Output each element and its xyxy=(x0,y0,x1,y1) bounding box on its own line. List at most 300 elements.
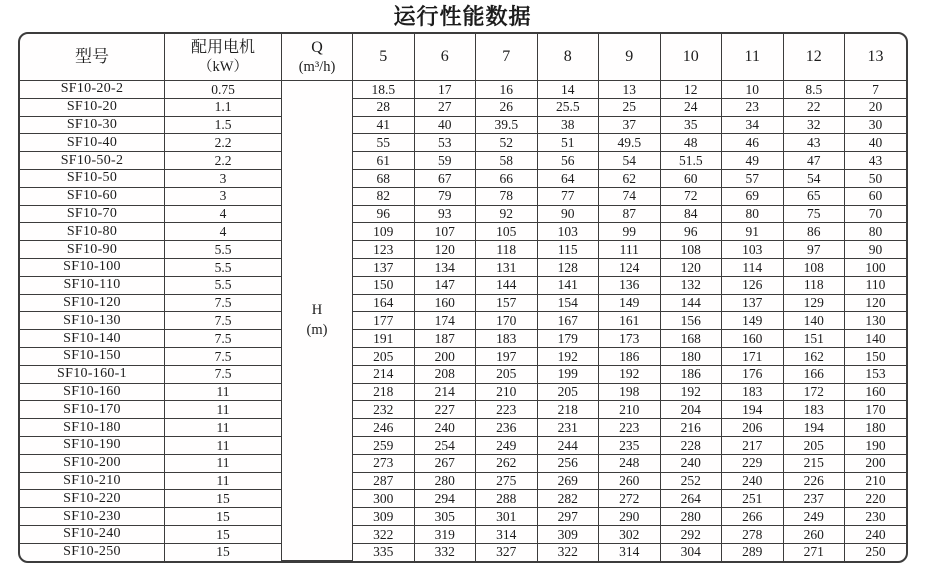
head-value-cell: 91 xyxy=(722,223,784,241)
head-value-cell: 302 xyxy=(599,525,661,543)
head-value-cell: 53 xyxy=(414,134,476,152)
motor-column-header xyxy=(165,34,282,81)
table-row xyxy=(20,347,906,365)
head-value-cell: 229 xyxy=(722,454,784,472)
head-value-cell: 40 xyxy=(845,134,907,152)
head-value-cell: 272 xyxy=(599,490,661,508)
head-value-cell: 335 xyxy=(353,543,415,560)
model-cell: SF10-110 xyxy=(20,276,165,294)
head-value-cell: 264 xyxy=(660,490,722,508)
head-value-cell: 162 xyxy=(783,347,845,365)
head-value-cell: 60 xyxy=(660,169,722,187)
model-cell: SF10-160 xyxy=(20,383,165,401)
head-value-cell: 27 xyxy=(414,98,476,116)
head-value-cell: 183 xyxy=(783,401,845,419)
head-value-cell: 237 xyxy=(783,490,845,508)
model-cell: SF10-250 xyxy=(20,543,165,560)
head-value-cell: 300 xyxy=(353,490,415,508)
head-value-cell: 132 xyxy=(660,276,722,294)
head-value-cell: 59 xyxy=(414,152,476,170)
head-value-cell: 227 xyxy=(414,401,476,419)
table-row xyxy=(20,401,906,419)
table-row xyxy=(20,472,906,490)
motor-kw-cell: 11 xyxy=(165,436,282,454)
head-value-cell: 96 xyxy=(660,223,722,241)
head-value-cell: 170 xyxy=(476,312,538,330)
head-value-cell: 194 xyxy=(783,419,845,437)
table-row xyxy=(20,490,906,508)
head-value-cell: 210 xyxy=(476,383,538,401)
head-value-cell: 62 xyxy=(599,169,661,187)
head-value-cell: 103 xyxy=(722,241,784,259)
head-value-cell: 75 xyxy=(783,205,845,223)
head-value-cell: 192 xyxy=(537,347,599,365)
head-value-cell: 65 xyxy=(783,187,845,205)
head-value-cell: 90 xyxy=(845,241,907,259)
head-value-cell: 99 xyxy=(599,223,661,241)
head-value-cell: 52 xyxy=(476,134,538,152)
flow-value-header: 12 xyxy=(783,34,845,81)
head-value-cell: 129 xyxy=(783,294,845,312)
model-cell: SF10-130 xyxy=(20,312,165,330)
head-value-cell: 74 xyxy=(599,187,661,205)
flow-value-header: 13 xyxy=(845,34,907,81)
head-value-cell: 191 xyxy=(353,330,415,348)
table-row xyxy=(20,508,906,526)
head-value-cell: 47 xyxy=(783,152,845,170)
model-cell: SF10-160-1 xyxy=(20,365,165,383)
head-value-cell: 218 xyxy=(537,401,599,419)
motor-kw-cell: 15 xyxy=(165,543,282,560)
head-value-cell: 240 xyxy=(845,525,907,543)
model-cell: SF10-20-2 xyxy=(20,81,165,99)
head-value-cell: 287 xyxy=(353,472,415,490)
head-value-cell: 43 xyxy=(845,152,907,170)
motor-kw-cell: 11 xyxy=(165,383,282,401)
model-cell: SF10-200 xyxy=(20,454,165,472)
head-value-cell: 200 xyxy=(845,454,907,472)
head-value-cell: 273 xyxy=(353,454,415,472)
motor-kw-cell: 11 xyxy=(165,472,282,490)
flow-column-header xyxy=(282,34,353,81)
head-value-cell: 150 xyxy=(353,276,415,294)
head-value-cell: 144 xyxy=(660,294,722,312)
head-value-cell: 180 xyxy=(845,419,907,437)
head-value-cell: 49 xyxy=(722,152,784,170)
head-value-cell: 223 xyxy=(476,401,538,419)
head-value-cell: 180 xyxy=(660,347,722,365)
flow-header-unit: (m³/h) xyxy=(298,58,336,75)
head-value-cell: 120 xyxy=(845,294,907,312)
table-row xyxy=(20,276,906,294)
head-value-cell: 240 xyxy=(722,472,784,490)
head-value-cell: 236 xyxy=(476,419,538,437)
table-row xyxy=(20,134,906,152)
head-value-cell: 171 xyxy=(722,347,784,365)
motor-kw-cell: 15 xyxy=(165,508,282,526)
flow-value-header: 9 xyxy=(599,34,661,81)
head-value-cell: 249 xyxy=(476,436,538,454)
head-value-cell: 294 xyxy=(414,490,476,508)
head-value-cell: 120 xyxy=(414,241,476,259)
head-value-cell: 304 xyxy=(660,543,722,560)
head-value-cell: 249 xyxy=(783,508,845,526)
motor-kw-cell: 11 xyxy=(165,454,282,472)
head-value-cell: 244 xyxy=(537,436,599,454)
head-value-cell: 174 xyxy=(414,312,476,330)
head-value-cell: 60 xyxy=(845,187,907,205)
head-value-cell: 205 xyxy=(783,436,845,454)
head-value-cell: 77 xyxy=(537,187,599,205)
head-value-cell: 17 xyxy=(414,81,476,99)
head-value-cell: 57 xyxy=(722,169,784,187)
head-value-cell: 54 xyxy=(599,152,661,170)
head-value-cell: 240 xyxy=(414,419,476,437)
head-value-cell: 216 xyxy=(660,419,722,437)
head-value-cell: 141 xyxy=(537,276,599,294)
head-value-cell: 288 xyxy=(476,490,538,508)
motor-kw-cell: 11 xyxy=(165,401,282,419)
head-value-cell: 240 xyxy=(660,454,722,472)
model-cell: SF10-180 xyxy=(20,419,165,437)
head-value-cell: 332 xyxy=(414,543,476,560)
model-column-header xyxy=(20,34,165,81)
head-value-cell: 297 xyxy=(537,508,599,526)
head-value-cell: 34 xyxy=(722,116,784,134)
head-value-cell: 230 xyxy=(845,508,907,526)
head-value-cell: 210 xyxy=(845,472,907,490)
head-value-cell: 118 xyxy=(476,241,538,259)
head-value-cell: 260 xyxy=(599,472,661,490)
head-value-cell: 231 xyxy=(537,419,599,437)
head-value-cell: 41 xyxy=(353,116,415,134)
head-value-cell: 22 xyxy=(783,98,845,116)
head-value-cell: 61 xyxy=(353,152,415,170)
head-value-cell: 206 xyxy=(722,419,784,437)
head-value-cell: 150 xyxy=(845,347,907,365)
head-value-cell: 72 xyxy=(660,187,722,205)
table-row xyxy=(20,419,906,437)
head-value-cell: 84 xyxy=(660,205,722,223)
model-cell: SF10-40 xyxy=(20,134,165,152)
head-value-cell: 128 xyxy=(537,258,599,276)
table-row xyxy=(20,205,906,223)
head-value-cell: 157 xyxy=(476,294,538,312)
head-value-cell: 226 xyxy=(783,472,845,490)
head-value-cell: 144 xyxy=(476,276,538,294)
motor-kw-cell: 0.75 xyxy=(165,81,282,99)
head-value-cell: 301 xyxy=(476,508,538,526)
table-row xyxy=(20,312,906,330)
head-value-cell: 278 xyxy=(722,525,784,543)
head-value-cell: 50 xyxy=(845,169,907,187)
head-value-cell: 69 xyxy=(722,187,784,205)
head-value-cell: 161 xyxy=(599,312,661,330)
head-value-cell: 16 xyxy=(476,81,538,99)
head-value-cell: 215 xyxy=(783,454,845,472)
model-cell: SF10-70 xyxy=(20,205,165,223)
motor-kw-cell: 5.5 xyxy=(165,241,282,259)
table-row xyxy=(20,116,906,134)
motor-kw-cell: 15 xyxy=(165,525,282,543)
head-value-cell: 10 xyxy=(722,81,784,99)
head-value-cell: 186 xyxy=(660,365,722,383)
head-value-cell: 322 xyxy=(353,525,415,543)
head-value-cell: 115 xyxy=(537,241,599,259)
head-value-cell: 39.5 xyxy=(476,116,538,134)
head-value-cell: 48 xyxy=(660,134,722,152)
head-value-cell: 208 xyxy=(414,365,476,383)
head-value-cell: 40 xyxy=(414,116,476,134)
head-value-cell: 319 xyxy=(414,525,476,543)
head-value-cell: 187 xyxy=(414,330,476,348)
header-row xyxy=(20,34,906,81)
head-value-cell: 37 xyxy=(599,116,661,134)
table-row xyxy=(20,241,906,259)
head-value-cell: 309 xyxy=(353,508,415,526)
table-row xyxy=(20,223,906,241)
head-value-cell: 105 xyxy=(476,223,538,241)
head-value-cell: 305 xyxy=(414,508,476,526)
table-row xyxy=(20,294,906,312)
head-value-cell: 124 xyxy=(599,258,661,276)
table-row xyxy=(20,98,906,116)
head-value-cell: 8.5 xyxy=(783,81,845,99)
page-title: 运行性能数据 xyxy=(393,4,532,29)
head-value-cell: 51.5 xyxy=(660,152,722,170)
head-value-cell: 149 xyxy=(599,294,661,312)
head-value-cell: 214 xyxy=(353,365,415,383)
head-value-cell: 46 xyxy=(722,134,784,152)
head-value-cell: 126 xyxy=(722,276,784,294)
motor-header-unit: （kW） xyxy=(198,58,248,75)
head-value-cell: 68 xyxy=(353,169,415,187)
head-value-cell: 166 xyxy=(783,365,845,383)
table-row xyxy=(20,169,906,187)
head-value-cell: 66 xyxy=(476,169,538,187)
head-value-cell: 87 xyxy=(599,205,661,223)
head-value-cell: 259 xyxy=(353,436,415,454)
head-value-cell: 194 xyxy=(722,401,784,419)
model-cell: SF10-50 xyxy=(20,169,165,187)
head-value-cell: 137 xyxy=(722,294,784,312)
head-value-cell: 292 xyxy=(660,525,722,543)
head-value-cell: 275 xyxy=(476,472,538,490)
motor-kw-cell: 4 xyxy=(165,223,282,241)
head-value-cell: 111 xyxy=(599,241,661,259)
head-value-cell: 223 xyxy=(599,419,661,437)
flow-value-header: 8 xyxy=(537,34,599,81)
performance-table xyxy=(20,34,906,561)
head-value-cell: 120 xyxy=(660,258,722,276)
head-value-cell: 179 xyxy=(537,330,599,348)
table-row xyxy=(20,152,906,170)
motor-kw-cell: 4 xyxy=(165,205,282,223)
motor-header-label: 配用电机 xyxy=(190,38,255,56)
model-cell: SF10-90 xyxy=(20,241,165,259)
motor-kw-cell: 3 xyxy=(165,187,282,205)
head-value-cell: 107 xyxy=(414,223,476,241)
head-value-cell: 14 xyxy=(537,81,599,99)
head-value-cell: 110 xyxy=(845,276,907,294)
head-value-cell: 153 xyxy=(845,365,907,383)
head-value-cell: 25.5 xyxy=(537,98,599,116)
head-value-cell: 164 xyxy=(353,294,415,312)
flow-value-header: 10 xyxy=(660,34,722,81)
head-value-cell: 327 xyxy=(476,543,538,560)
head-value-cell: 309 xyxy=(537,525,599,543)
head-value-cell: 197 xyxy=(476,347,538,365)
head-value-cell: 80 xyxy=(845,223,907,241)
head-value-cell: 250 xyxy=(845,543,907,560)
motor-kw-cell: 7.5 xyxy=(165,347,282,365)
head-value-cell: 49.5 xyxy=(599,134,661,152)
head-value-cell: 183 xyxy=(476,330,538,348)
head-value-cell: 200 xyxy=(414,347,476,365)
motor-kw-cell: 7.5 xyxy=(165,312,282,330)
model-cell: SF10-150 xyxy=(20,347,165,365)
model-cell: SF10-210 xyxy=(20,472,165,490)
head-unit-line: (m) xyxy=(306,321,328,338)
model-cell: SF10-100 xyxy=(20,258,165,276)
model-cell: SF10-190 xyxy=(20,436,165,454)
flow-value-header: 6 xyxy=(414,34,476,81)
head-value-cell: 18.5 xyxy=(353,81,415,99)
model-cell: SF10-240 xyxy=(20,525,165,543)
table-row xyxy=(20,436,906,454)
head-value-cell: 205 xyxy=(476,365,538,383)
head-value-cell: 190 xyxy=(845,436,907,454)
head-value-cell: 205 xyxy=(537,383,599,401)
head-value-cell: 103 xyxy=(537,223,599,241)
head-value-cell: 271 xyxy=(783,543,845,560)
head-value-cell: 137 xyxy=(353,258,415,276)
head-value-cell: 114 xyxy=(722,258,784,276)
head-value-cell: 30 xyxy=(845,116,907,134)
head-value-cell: 97 xyxy=(783,241,845,259)
model-cell: SF10-140 xyxy=(20,330,165,348)
head-value-cell: 235 xyxy=(599,436,661,454)
motor-kw-cell: 15 xyxy=(165,490,282,508)
table-row xyxy=(20,330,906,348)
head-value-cell: 246 xyxy=(353,419,415,437)
head-value-cell: 78 xyxy=(476,187,538,205)
head-value-cell: 131 xyxy=(476,258,538,276)
model-cell: SF10-230 xyxy=(20,508,165,526)
head-value-cell: 160 xyxy=(845,383,907,401)
head-value-cell: 280 xyxy=(660,508,722,526)
table-row xyxy=(20,365,906,383)
head-value-cell: 198 xyxy=(599,383,661,401)
motor-kw-cell: 7.5 xyxy=(165,294,282,312)
head-value-cell: 56 xyxy=(537,152,599,170)
motor-kw-cell: 2.2 xyxy=(165,152,282,170)
head-value-cell: 282 xyxy=(537,490,599,508)
head-value-cell: 168 xyxy=(660,330,722,348)
head-value-cell: 205 xyxy=(353,347,415,365)
head-value-cell: 20 xyxy=(845,98,907,116)
model-cell: SF10-30 xyxy=(20,116,165,134)
head-value-cell: 79 xyxy=(414,187,476,205)
head-value-cell: 256 xyxy=(537,454,599,472)
head-value-cell: 123 xyxy=(353,241,415,259)
head-unit-cell xyxy=(282,81,353,561)
head-value-cell: 35 xyxy=(660,116,722,134)
head-value-cell: 100 xyxy=(845,258,907,276)
motor-kw-cell: 2.2 xyxy=(165,134,282,152)
head-value-cell: 24 xyxy=(660,98,722,116)
head-value-cell: 54 xyxy=(783,169,845,187)
head-value-cell: 280 xyxy=(414,472,476,490)
head-value-cell: 167 xyxy=(537,312,599,330)
head-value-cell: 147 xyxy=(414,276,476,294)
head-value-cell: 232 xyxy=(353,401,415,419)
head-value-cell: 136 xyxy=(599,276,661,294)
head-value-cell: 192 xyxy=(660,383,722,401)
model-cell: SF10-120 xyxy=(20,294,165,312)
motor-kw-cell: 5.5 xyxy=(165,258,282,276)
head-value-cell: 267 xyxy=(414,454,476,472)
head-value-cell: 192 xyxy=(599,365,661,383)
head-value-cell: 170 xyxy=(845,401,907,419)
head-value-cell: 260 xyxy=(783,525,845,543)
head-value-cell: 266 xyxy=(722,508,784,526)
head-value-cell: 254 xyxy=(414,436,476,454)
model-cell: SF10-60 xyxy=(20,187,165,205)
head-value-cell: 23 xyxy=(722,98,784,116)
table-row xyxy=(20,187,906,205)
head-value-cell: 218 xyxy=(353,383,415,401)
model-cell: SF10-170 xyxy=(20,401,165,419)
head-value-cell: 86 xyxy=(783,223,845,241)
head-value-cell: 140 xyxy=(783,312,845,330)
model-cell: SF10-50-2 xyxy=(20,152,165,170)
head-value-cell: 92 xyxy=(476,205,538,223)
head-value-cell: 160 xyxy=(722,330,784,348)
head-value-cell: 32 xyxy=(783,116,845,134)
head-value-cell: 173 xyxy=(599,330,661,348)
motor-kw-cell: 11 xyxy=(165,419,282,437)
head-value-cell: 220 xyxy=(845,490,907,508)
head-value-cell: 108 xyxy=(660,241,722,259)
head-value-cell: 43 xyxy=(783,134,845,152)
head-value-cell: 214 xyxy=(414,383,476,401)
head-value-cell: 156 xyxy=(660,312,722,330)
head-value-cell: 210 xyxy=(599,401,661,419)
head-value-cell: 262 xyxy=(476,454,538,472)
flow-value-header: 5 xyxy=(353,34,415,81)
head-value-cell: 289 xyxy=(722,543,784,560)
head-value-cell: 252 xyxy=(660,472,722,490)
motor-kw-cell: 5.5 xyxy=(165,276,282,294)
head-value-cell: 96 xyxy=(353,205,415,223)
head-value-cell: 7 xyxy=(845,81,907,99)
head-value-cell: 51 xyxy=(537,134,599,152)
flow-value-header: 11 xyxy=(722,34,784,81)
head-value-cell: 38 xyxy=(537,116,599,134)
head-value-cell: 67 xyxy=(414,169,476,187)
head-value-cell: 28 xyxy=(353,98,415,116)
head-value-cell: 177 xyxy=(353,312,415,330)
head-unit-line: H xyxy=(311,301,323,318)
head-value-cell: 160 xyxy=(414,294,476,312)
head-value-cell: 269 xyxy=(537,472,599,490)
head-value-cell: 199 xyxy=(537,365,599,383)
head-value-cell: 228 xyxy=(660,436,722,454)
head-value-cell: 82 xyxy=(353,187,415,205)
model-cell: SF10-220 xyxy=(20,490,165,508)
table-row xyxy=(20,454,906,472)
